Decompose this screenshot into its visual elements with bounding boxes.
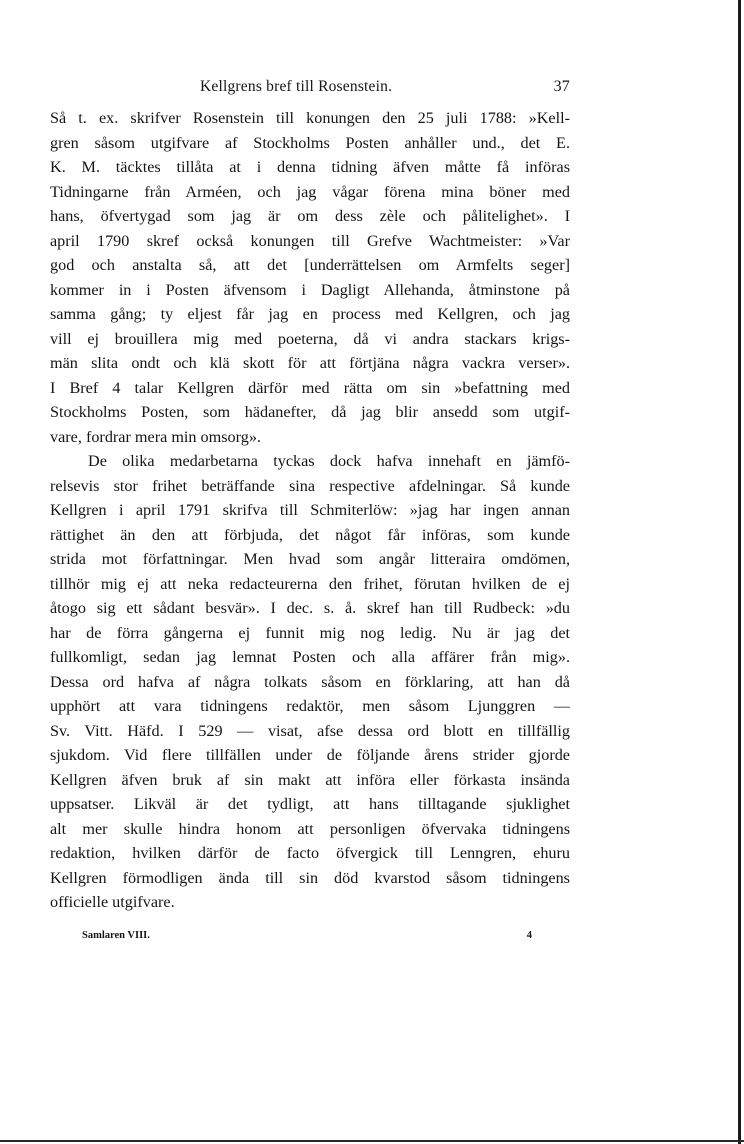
text-line: sjukdom. Vid flere tillfällen under de följande årens strider gjorde — [50, 746, 570, 764]
text-line: kommer in i Posten äfvensom i Dagligt Allehanda, åtminstone på — [50, 280, 570, 299]
paragraph-end-line: officielle utgifvare. — [50, 893, 175, 911]
text-line: Tidningarne från Arméen, och jag vågar förena mina böner med — [50, 182, 570, 201]
text-line: hans, öfvertygad som jag är om dess zèle och pålitelighet». I — [50, 207, 570, 225]
text-line: upphört att vara tidningens redaktör, men såsom Ljunggren — — [50, 697, 570, 715]
text-line: vill ej brouillera mig med poeterna, då vi andra stackars krigs- — [50, 329, 570, 348]
text-line: god och anstalta så, att det [underrättelsen om Armfelts seger] — [50, 256, 570, 274]
text-line: gren såsom utgifvare af Stockholms Posten anhåller und., det E. — [50, 133, 570, 152]
running-header — [50, 78, 570, 100]
text-line: uppsatser. Likväl är det tydligt, att hans tilltagande sjuklighet — [50, 795, 570, 813]
text-line: april 1790 skref också konungen till Grefve Wachtmeister: »Var — [50, 231, 570, 250]
running-title: Kellgrens bref till Rosenstein. — [200, 78, 393, 95]
text-line: män slita ondt och klä skott för att förtjäna några vackra verser». — [50, 354, 570, 372]
page-edge-right — [738, 0, 741, 1144]
text-line: Så t. ex. skrifver Rosenstein till konungen den 25 juli 1788: »Kell- — [50, 109, 570, 127]
text-line: har de förra gångerna ej funnit mig nog ledig. Nu är jag det — [50, 623, 570, 642]
text-line: Kellgren förmodligen ända till sin död kvarstod såsom tidningens — [50, 868, 570, 887]
text-line: rättighet än den att förbjuda, det något får införas, som kunde — [50, 525, 570, 544]
text-line: K. M. täcktes tillåta at i denna tidning äfven måtte få införas — [50, 158, 570, 176]
text-line: fullkomligt, sedan jag lemnat Posten och alla affärer från mig». — [50, 648, 570, 666]
paragraph-first-line: De olika medarbetarna tyckas dock hafva innehaft en jämfö- — [88, 452, 570, 470]
page-edge-bottom — [0, 1140, 744, 1142]
sheet-number: 4 — [526, 930, 532, 941]
page-number: 37 — [553, 78, 570, 95]
body-text — [50, 106, 570, 915]
text-line: Kellgren äfven bruk af sin makt att införa eller förkasta insända — [50, 770, 570, 789]
text-line: redaktion, hvilken därför de facto öfvergick till Lenngren, ehuru — [50, 844, 570, 862]
signature-mark: Samlaren VIII. — [82, 930, 150, 941]
text-line: Dessa ord hafva af några tolkats såsom en förklaring, att han då — [50, 672, 570, 691]
text-line: tillhör mig ej att neka redacteurerna den frihet, förutan hvilken de ej — [50, 574, 570, 593]
page-footer — [82, 930, 532, 948]
text-line: Stockholms Posten, som hädanefter, då jag blir ansedd som utgif- — [50, 403, 570, 421]
text-line: Kellgren i april 1791 skrifva till Schmiterlöw: »jag har ingen annan — [50, 501, 570, 519]
text-line: I Bref 4 talar Kellgren därför med rätta om sin »befattning med — [50, 378, 570, 397]
text-line: strida mot författningar. Men hvad som angår litteraira omdömen, — [50, 550, 570, 568]
paragraph-end-line: vare, fordrar mera min omsorg». — [50, 427, 261, 446]
text-line: samma gång; ty eljest får jag en process med Kellgren, och jag — [50, 305, 570, 323]
text-line: alt mer skulle hindra honom att personligen öfvervaka tidningens — [50, 819, 570, 838]
text-line: Sv. Vitt. Häfd. I 529 — visat, afse dessa ord blott en tillfällig — [50, 721, 570, 740]
text-line: åtogo sig ett sådant besvär». I dec. s. å. skref han till Rudbeck: »du — [50, 599, 570, 617]
text-line: relsevis stor frihet beträffande sina respective afdelningar. Så kunde — [50, 476, 570, 495]
